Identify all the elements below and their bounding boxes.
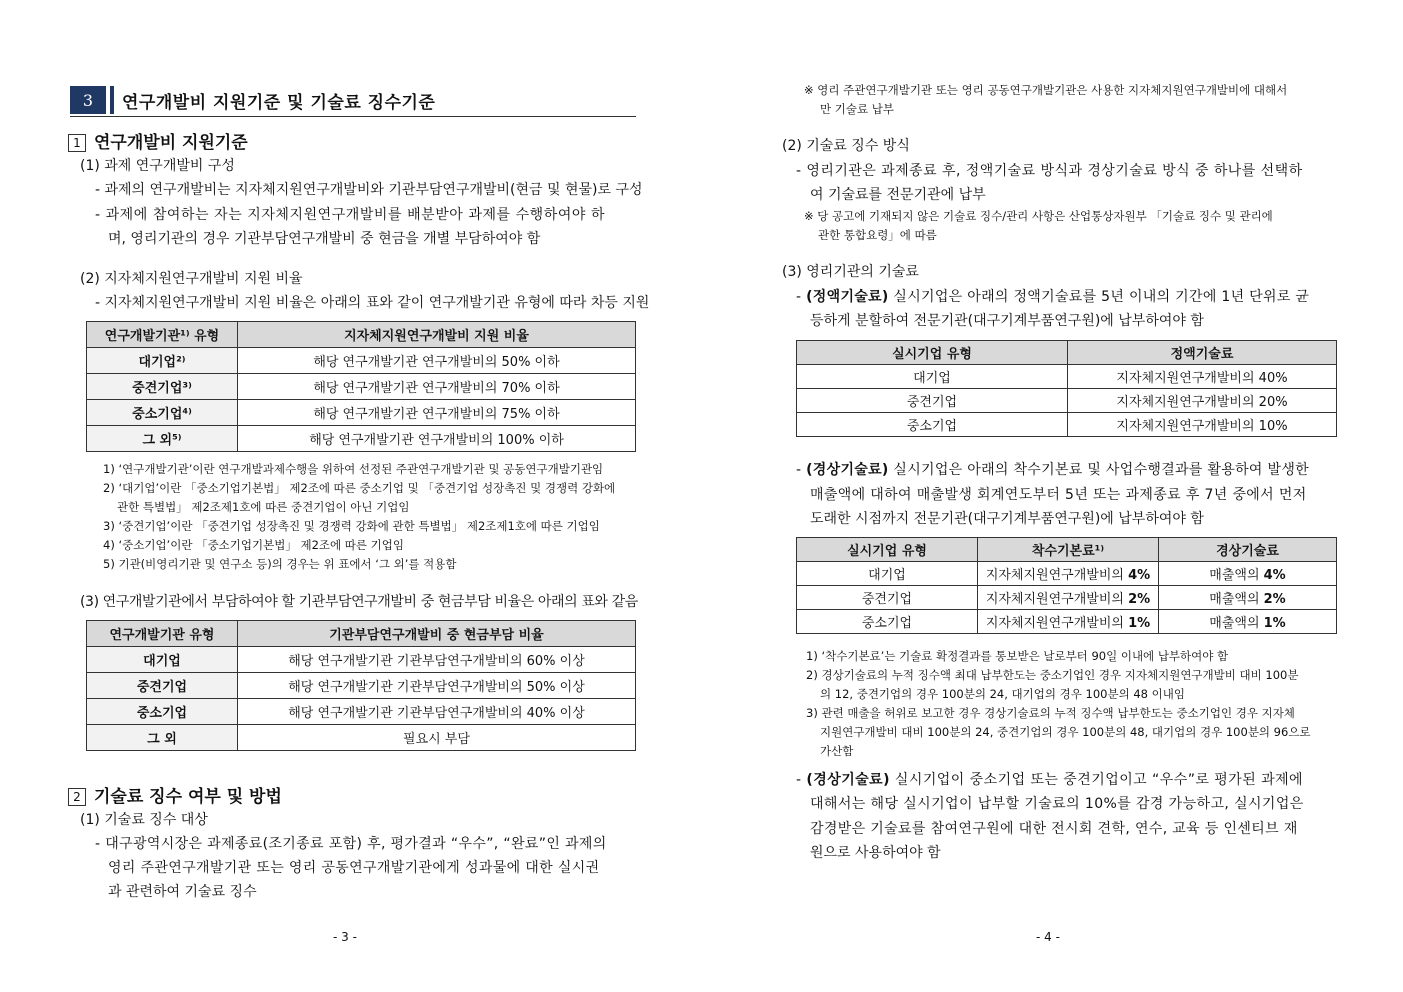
cell-text: 매출액의 <box>1209 592 1264 607</box>
page-4 <box>700 0 1403 992</box>
footnote: 1) ‘착수기본료’는 기술료 확정결과를 통보받은 날로부터 90일 이내에 납부하여야 함 <box>806 649 1229 663</box>
bullet-text: - (경상기술료) 실시기업이 중소기업 또는 중견기업이고 “우수”로 평가된 과제에 <box>796 772 1304 788</box>
bullet-text: 영리 주관연구개발기관 또는 영리 공동연구개발기관에게 성과물에 대한 실시권 <box>108 860 600 876</box>
table-row <box>797 586 1337 610</box>
table-row <box>87 725 636 751</box>
cell-text: 매출액의 <box>1209 616 1264 631</box>
table-cell: 해당 연구개발기관 연구개발비의 70% 이하 <box>238 374 636 400</box>
table-cell: 해당 연구개발기관 기관부담연구개발비의 50% 이상 <box>238 673 636 699</box>
table-cell: 대기업 <box>797 365 1068 389</box>
running-royalty-table <box>796 537 1337 634</box>
heading-text: 기술료 징수 여부 및 방법 <box>94 787 282 807</box>
table-cell <box>978 562 1159 586</box>
table-cell: 필요시 부담 <box>238 725 636 751</box>
heading-support-criteria <box>68 128 248 153</box>
table-row <box>87 647 636 673</box>
heading-number-box: 1 <box>68 134 86 152</box>
table-row <box>87 699 636 725</box>
note-text: 만 기술료 납부 <box>820 102 894 116</box>
table-cell: 그 외 <box>87 725 238 751</box>
table-header: 연구개발기관¹⁾ 유형 <box>87 322 238 348</box>
table-cell: 중소기업 <box>797 413 1068 437</box>
heading-text: 연구개발비 지원기준 <box>94 133 248 153</box>
page-3 <box>0 0 700 992</box>
bullet-text: 며, 영리기관의 경우 기관부담연구개발비 중 현금을 개별 부담하여야 함 <box>108 231 541 247</box>
bold-label: (경상기술료) <box>806 462 889 478</box>
cell-percent: 2% <box>1263 592 1286 607</box>
bullet-text-body: 실시기업은 아래의 착수기본료 및 사업수행결과를 활용하여 발생한 <box>888 462 1309 478</box>
section-number: 3 <box>70 86 106 114</box>
cell-percent: 2% <box>1128 592 1151 607</box>
table-cell: 대기업 <box>797 562 978 586</box>
cell-text: 지자체지원연구개발비의 <box>985 568 1129 583</box>
table-cell: 대기업²⁾ <box>87 348 238 374</box>
table-header: 기관부담연구개발비 중 현금부담 비율 <box>238 621 636 647</box>
table-header: 실시기업 유형 <box>797 341 1068 365</box>
page-number: - 4 - <box>1036 930 1060 944</box>
table-header: 지자체지원연구개발비 지원 비율 <box>238 322 636 348</box>
table-cell <box>978 586 1159 610</box>
footnote: 2) ‘대기업’이란 「중소기업기본법」 제2조에 따른 중소기업 및 「중견기업 성장촉진 및 경쟁력 강화에 <box>103 481 616 495</box>
subheading-royalty-method: (2) 기술료 징수 방식 <box>782 138 910 154</box>
table-header: 경상기술료 <box>1159 538 1337 562</box>
cash-ratio-table <box>86 620 636 751</box>
table-cell: 대기업 <box>87 647 238 673</box>
cell-percent: 1% <box>1128 616 1151 631</box>
table-cell: 해당 연구개발기관 연구개발비의 50% 이하 <box>238 348 636 374</box>
subheading-1: (1) 과제 연구개발비 구성 <box>80 158 235 174</box>
footnote: 가산함 <box>820 744 854 758</box>
table-cell: 지자체지원연구개발비의 20% <box>1068 389 1337 413</box>
table-header: 착수기본료¹⁾ <box>978 538 1159 562</box>
cell-percent: 4% <box>1263 568 1286 583</box>
table-cell: 해당 연구개발기관 연구개발비의 75% 이하 <box>238 400 636 426</box>
table-cell: 해당 연구개발기관 연구개발비의 100% 이하 <box>238 426 636 452</box>
cell-percent: 4% <box>1128 568 1151 583</box>
bullet-text: 매출액에 대하여 매출발생 회계연도부터 5년 또는 과제종료 후 7년 중에서 먼저 <box>810 487 1307 503</box>
bold-label: (경상기술료) <box>806 772 890 788</box>
table-row <box>87 348 636 374</box>
table-row <box>797 610 1337 634</box>
bullet-text-body: 실시기업은 아래의 정액기술료를 5년 이내의 기간에 1년 단위로 균 <box>888 289 1310 305</box>
fixed-royalty-table <box>796 340 1337 437</box>
bullet-text: 원으로 사용하여야 함 <box>810 845 941 861</box>
bullet-text: 감경받은 기술료를 참여연구원에 대한 전시회 견학, 연수, 교육 등 인센티브 재 <box>810 821 1298 837</box>
footnote: 5) 기관(비영리기관 및 연구소 등)의 경우는 위 표에서 ‘그 외’를 적용함 <box>103 557 457 571</box>
bullet-text: 도래한 시점까지 전문기관(대구기계부품연구원)에 납부하여야 함 <box>810 511 1204 527</box>
bullet-text: 등하게 분할하여 전문기관(대구기계부품연구원)에 납부하여야 함 <box>810 313 1204 329</box>
table-cell: 그 외⁵⁾ <box>87 426 238 452</box>
table-header: 연구개발기관 유형 <box>87 621 238 647</box>
bullet-text: - 영리기관은 과제종료 후, 정액기술료 방식과 경상기술료 방식 중 하나를 선택하 <box>796 163 1303 179</box>
footnote: 4) ‘중소기업’이란 「중소기업기본법」 제2조에 따른 기업임 <box>103 538 404 552</box>
table-cell <box>978 610 1159 634</box>
bullet-text: 대해서는 해당 실시기업이 납부할 기술료의 10%를 감경 가능하고, 실시기업은 <box>810 796 1304 812</box>
table-cell: 중견기업 <box>797 586 978 610</box>
subheading-3: (3) 연구개발기관에서 부담하여야 할 기관부담연구개발비 중 현금부담 비율은 아래의 표와 같음 <box>80 594 638 610</box>
heading-number-box: 2 <box>68 788 86 806</box>
table-cell: 중소기업 <box>87 699 238 725</box>
table-cell: 지자체지원연구개발비의 10% <box>1068 413 1337 437</box>
table-row <box>797 365 1337 389</box>
table-cell <box>1159 586 1337 610</box>
table-cell: 해당 연구개발기관 기관부담연구개발비의 40% 이상 <box>238 699 636 725</box>
support-ratio-table <box>86 321 636 452</box>
footnote: 3) 관련 매출을 허위로 보고한 경우 경상기술료의 누적 징수액 납부한도는 중소기업인 경우 지자체 <box>806 706 1295 720</box>
section-header <box>70 84 636 117</box>
bullet-text: - 대구광역시장은 과제종료(조기종료 포함) 후, 평가결과 “우수”, “완료”인 과제의 <box>95 836 607 852</box>
footnote: 2) 경상기술료의 누적 징수액 최대 납부한도는 중소기업인 경우 지자체지원연구개발비 대비 100분 <box>806 668 1299 682</box>
bullet-text: 여 기술료를 전문기관에 납부 <box>810 187 986 203</box>
subheading-2: (2) 지자체지원연구개발비 지원 비율 <box>80 271 303 287</box>
note-text: ※ 당 공고에 기재되지 않은 기술료 징수/관리 사항은 산업통상자원부 「기술료 징수 및 관리에 <box>804 209 1273 223</box>
table-cell: 중견기업³⁾ <box>87 374 238 400</box>
table-cell: 해당 연구개발기관 기관부담연구개발비의 60% 이상 <box>238 647 636 673</box>
note-text: 관한 통합요령」에 따름 <box>818 228 937 242</box>
footnote: 3) ‘중견기업’이란 「중견기업 성장촉진 및 경쟁력 강화에 관한 특별법」 제2조제1호에 따른 기업임 <box>103 519 600 533</box>
table-row <box>87 374 636 400</box>
cell-text: 지자체지원연구개발비의 <box>985 616 1129 631</box>
bullet-text: - (경상기술료) 실시기업은 아래의 착수기본료 및 사업수행결과를 활용하여 발생한 <box>796 462 1309 478</box>
table-row <box>797 562 1337 586</box>
table-header: 정액기술료 <box>1068 341 1337 365</box>
footnote: 의 12, 중견기업의 경우 100분의 24, 대기업의 경우 100분의 48 이내임 <box>820 687 1185 701</box>
table-cell <box>1159 562 1337 586</box>
bullet-text: - 과제의 연구개발비는 지자체지원연구개발비와 기관부담연구개발비(현금 및 현물)로 구성 <box>95 182 643 198</box>
table-cell: 지자체지원연구개발비의 40% <box>1068 365 1337 389</box>
cell-percent: 1% <box>1263 616 1286 631</box>
table-cell: 중견기업 <box>797 389 1068 413</box>
subheading-royalty-target: (1) 기술료 징수 대상 <box>80 812 208 828</box>
section-bar <box>110 86 114 114</box>
table-row <box>87 673 636 699</box>
table-row <box>87 426 636 452</box>
cell-text: 매출액의 <box>1209 568 1264 583</box>
bullet-text-body: 실시기업이 중소기업 또는 중견기업이고 “우수”로 평가된 과제에 <box>889 772 1304 788</box>
footnote: 지원연구개발비 대비 100분의 24, 중견기업의 경우 100분의 48, 대기업의 경우 100분의 96으로 <box>820 725 1311 739</box>
table-cell: 중견기업 <box>87 673 238 699</box>
bullet-text: - (정액기술료) 실시기업은 아래의 정액기술료를 5년 이내의 기간에 1년 단위로 균 <box>796 289 1310 305</box>
table-cell <box>1159 610 1337 634</box>
table-row <box>797 413 1337 437</box>
section-title: 연구개발비 지원기준 및 기술료 징수기준 <box>122 93 436 113</box>
bullet-text: 과 관련하여 기술료 징수 <box>108 884 257 900</box>
table-cell: 중소기업⁴⁾ <box>87 400 238 426</box>
subheading-profit-royalty: (3) 영리기관의 기술료 <box>782 264 919 280</box>
footnote: 1) ‘연구개발기관’이란 연구개발과제수행을 위하여 선정된 주관연구개발기관 및 공동연구개발기관임 <box>103 462 604 476</box>
bullet-text: - 지자체지원연구개발비 지원 비율은 아래의 표와 같이 연구개발기관 유형에 따라 차등 지원 <box>95 295 650 311</box>
cell-text: 지자체지원연구개발비의 <box>985 592 1129 607</box>
page-number: - 3 - <box>333 930 357 944</box>
table-header: 실시기업 유형 <box>797 538 978 562</box>
bullet-text: - 과제에 참여하는 자는 지자체지원연구개발비를 배분받아 과제를 수행하여야 하 <box>95 207 606 223</box>
footnote: 관한 특별법」 제2조제1호에 따른 중견기업이 아닌 기업임 <box>117 500 410 514</box>
table-cell: 중소기업 <box>797 610 978 634</box>
table-row <box>797 389 1337 413</box>
bold-label: (정액기술료) <box>806 289 889 305</box>
table-row <box>87 400 636 426</box>
heading-royalty <box>68 782 282 807</box>
note-text: ※ 영리 주관연구개발기관 또는 영리 공동연구개발기관은 사용한 지자체지원연구개발비에 대해서 <box>804 83 1288 97</box>
